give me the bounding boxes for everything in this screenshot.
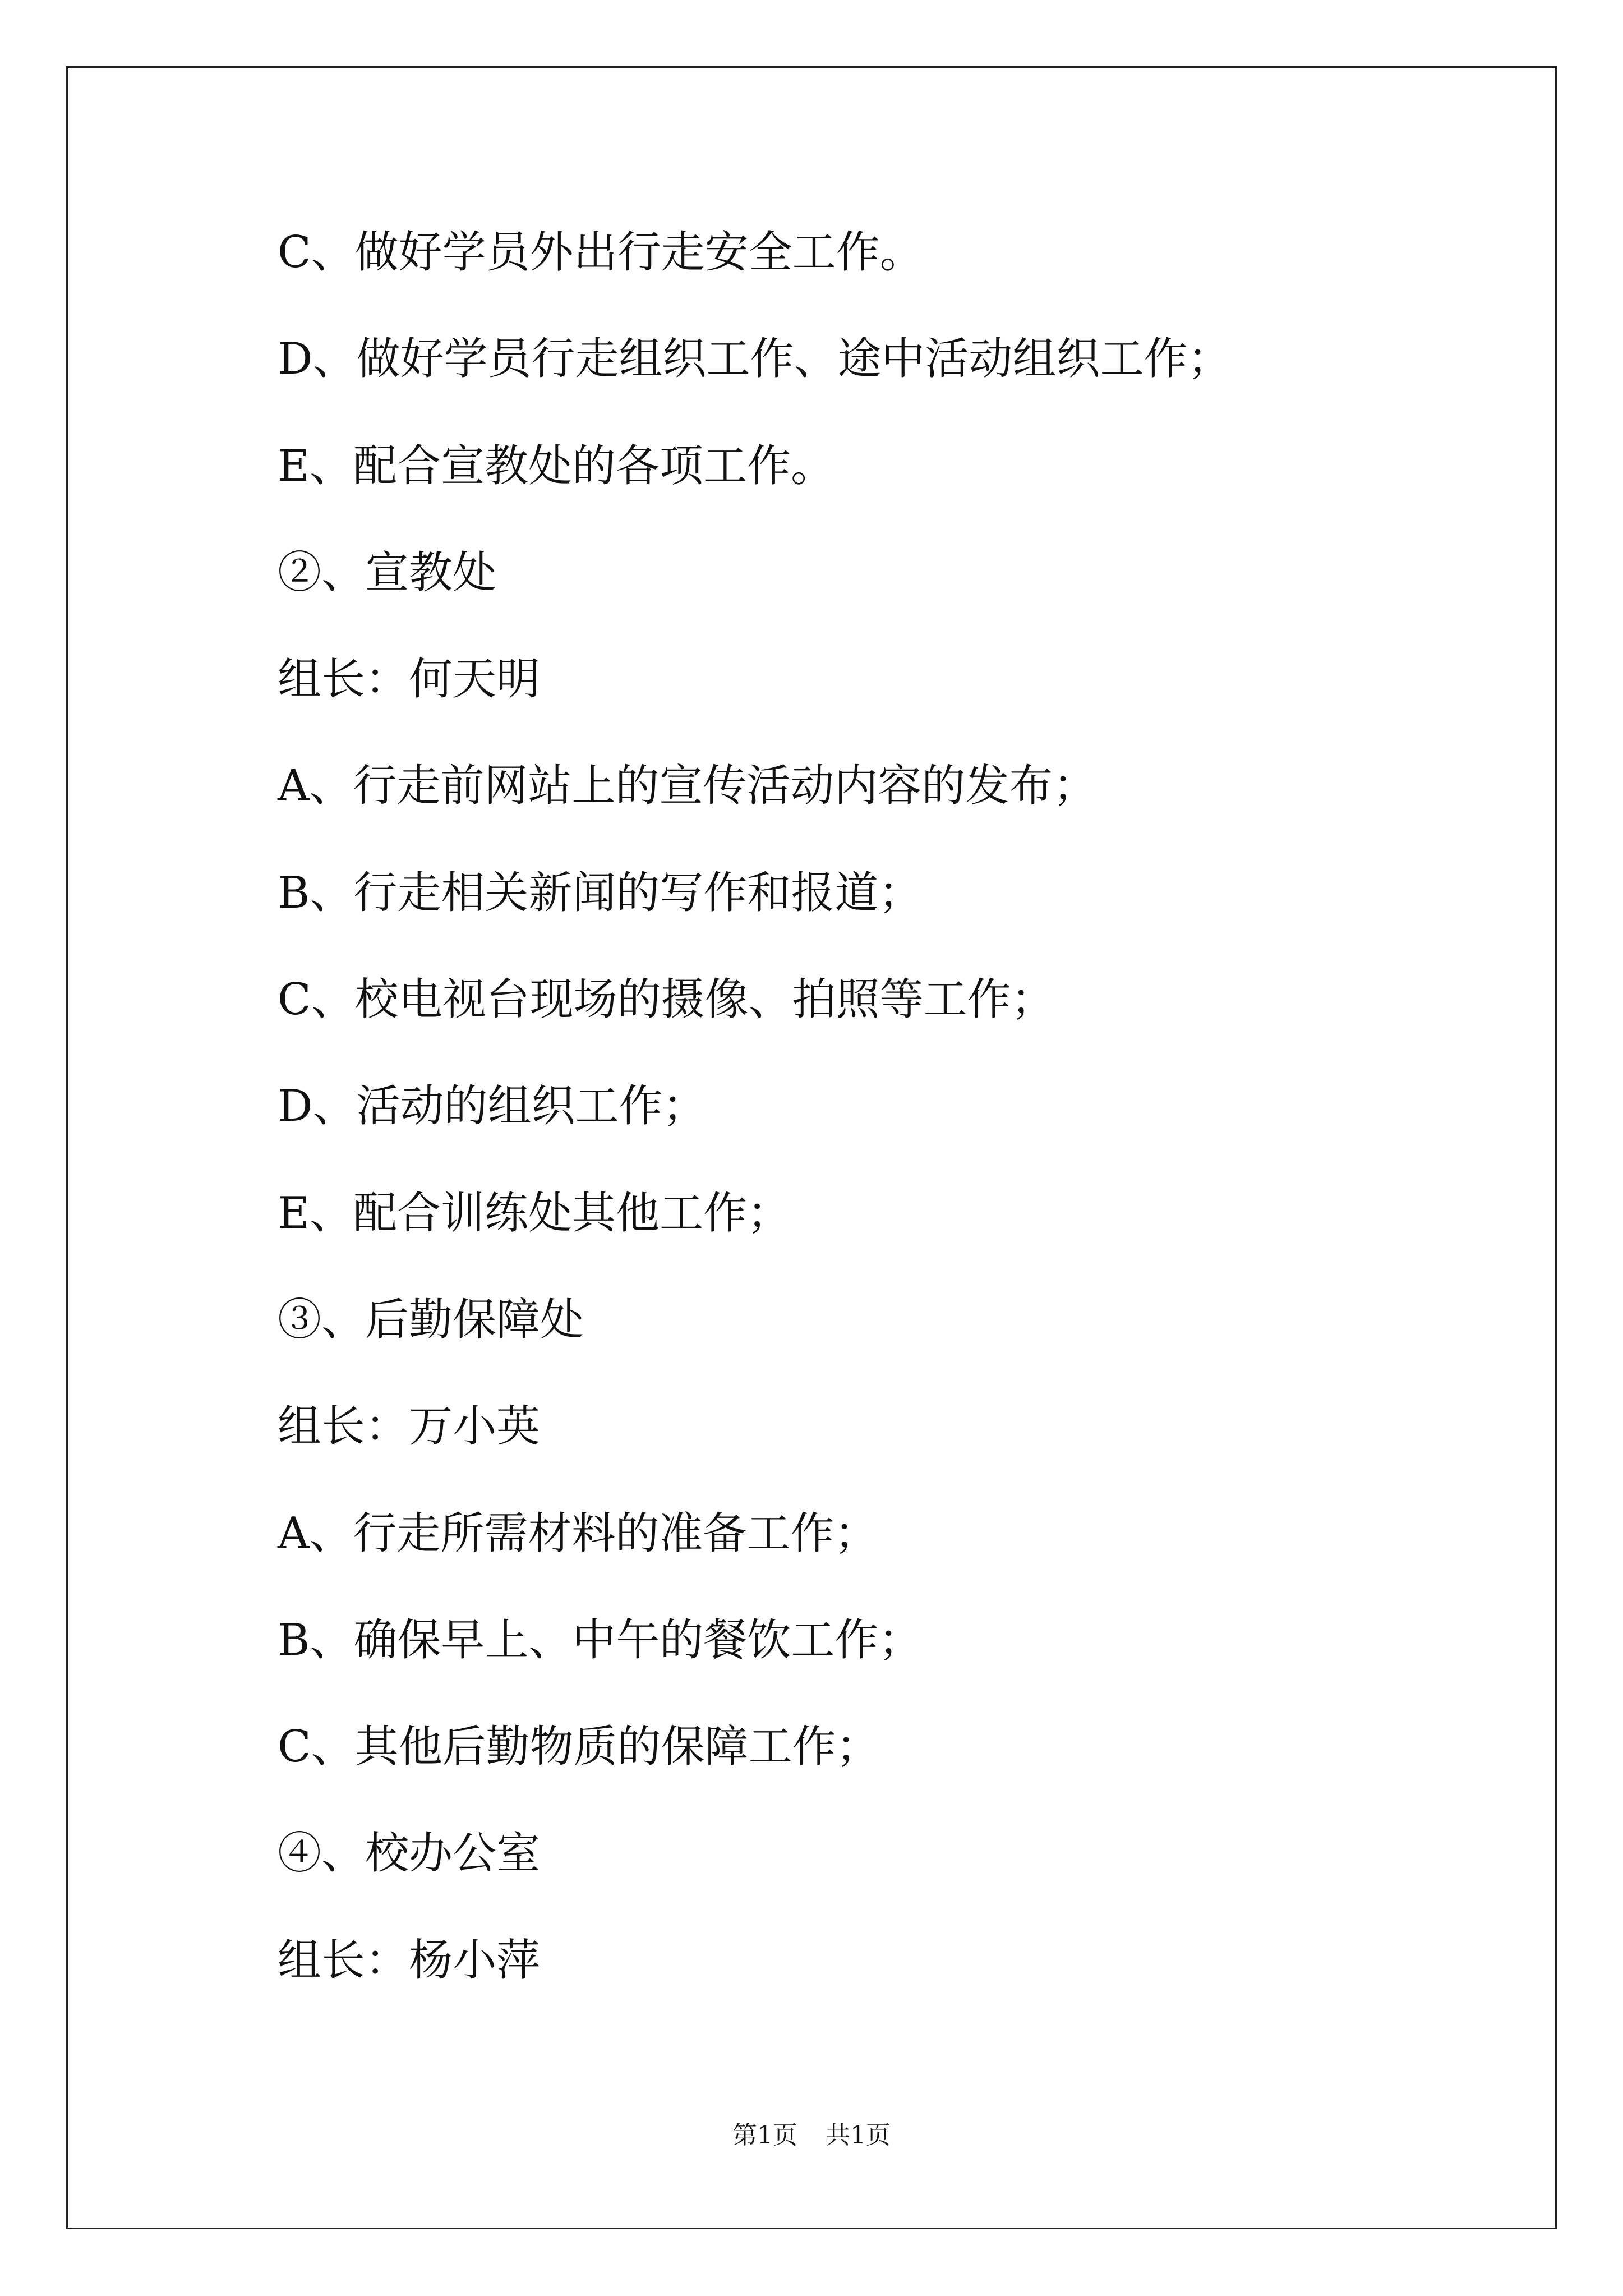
text-line: B、确保早上、中午的餐饮工作； (278, 1614, 923, 1665)
page-footer (0, 2115, 1623, 2151)
page-number: 第1页 (732, 2121, 797, 2150)
text-line: C、其他后勤物质的保障工作； (278, 1722, 880, 1773)
text-line: D、活动的组织工作； (278, 1081, 707, 1132)
group-leader: 组长：万小英 (278, 1401, 541, 1452)
group-leader: 组长：杨小萍 (278, 1935, 541, 1986)
text-line: E、配合宣教处的各项工作。 (278, 440, 834, 491)
page-total: 共1页 (826, 2121, 891, 2150)
text-line: E、配合训练处其他工作； (278, 1188, 791, 1239)
text-line: C、校电视台现场的摄像、拍照等工作； (278, 974, 1055, 1025)
section-heading: ②、宣教处 (278, 547, 497, 598)
document-body (278, 219, 1511, 2033)
text-line: D、做好学员行走组织工作、途中活动组织工作； (278, 334, 1232, 385)
text-line: C、做好学员外出行走安全工作。 (278, 227, 924, 278)
group-leader: 组长：何天明 (278, 654, 541, 705)
section-heading: ④、校办公室 (278, 1828, 541, 1879)
text-line: A、行走所需材料的准备工作； (278, 1508, 878, 1559)
text-line: B、行走相关新闻的写作和报道； (278, 867, 923, 918)
text-line: A、行走前网站上的宣传活动内容的发布； (278, 761, 1097, 812)
section-heading: ③、后勤保障处 (278, 1294, 584, 1345)
